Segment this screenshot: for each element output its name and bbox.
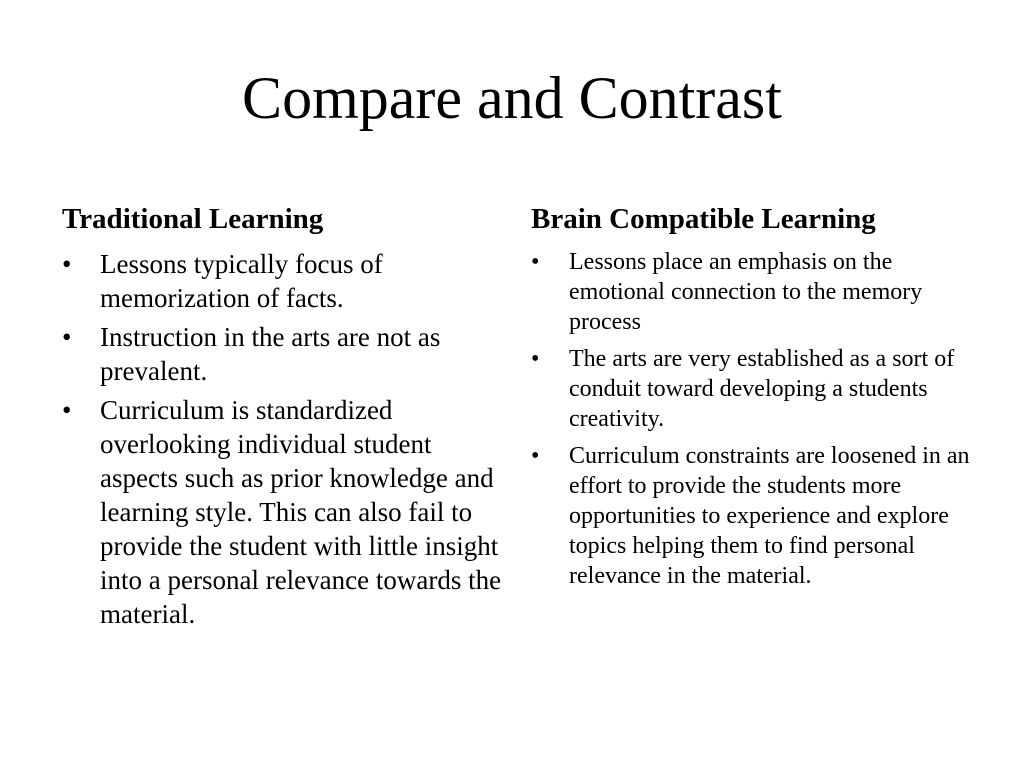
right-column [531,199,971,598]
bullet-icon: • [62,395,72,425]
bullet-text: Instruction in the arts are not as prevalent. [100,322,441,386]
bullet-text: Lessons typically focus of memorization of facts. [100,249,383,313]
bullet-text: Lessons place an emphasis on the emotional connection to the memory process [569,249,923,335]
list-item [531,344,971,434]
bullet-icon: • [531,346,540,372]
list-item [62,247,502,315]
bullet-text: The arts are very established as a sort of conduit toward developing a students creativity. [569,346,955,432]
bullet-icon: • [531,249,540,275]
bullet-text: Curriculum is standardized overlooking individual student aspects such as prior knowledge and learning style. This can also fail to provide the student with little insight into a personal relevance towards the material. [100,395,502,629]
bullet-icon: • [62,249,72,279]
left-column [62,199,502,636]
right-bullet-list [531,247,971,591]
left-bullet-list [62,247,502,631]
bullet-text: Curriculum constraints are loosened in an effort to provide the students more opportunities to experience and explore topics helping them to find personal relevance in the material. [569,443,970,589]
list-item [62,393,502,631]
list-item [62,320,502,388]
bullet-icon: • [62,322,72,352]
left-column-heading: Traditional Learning [62,203,324,235]
bullet-icon: • [531,443,540,469]
list-item [531,441,971,591]
right-column-heading: Brain Compatible Learning [531,203,876,235]
list-item [531,247,971,337]
slide-title: Compare and Contrast [242,65,782,131]
